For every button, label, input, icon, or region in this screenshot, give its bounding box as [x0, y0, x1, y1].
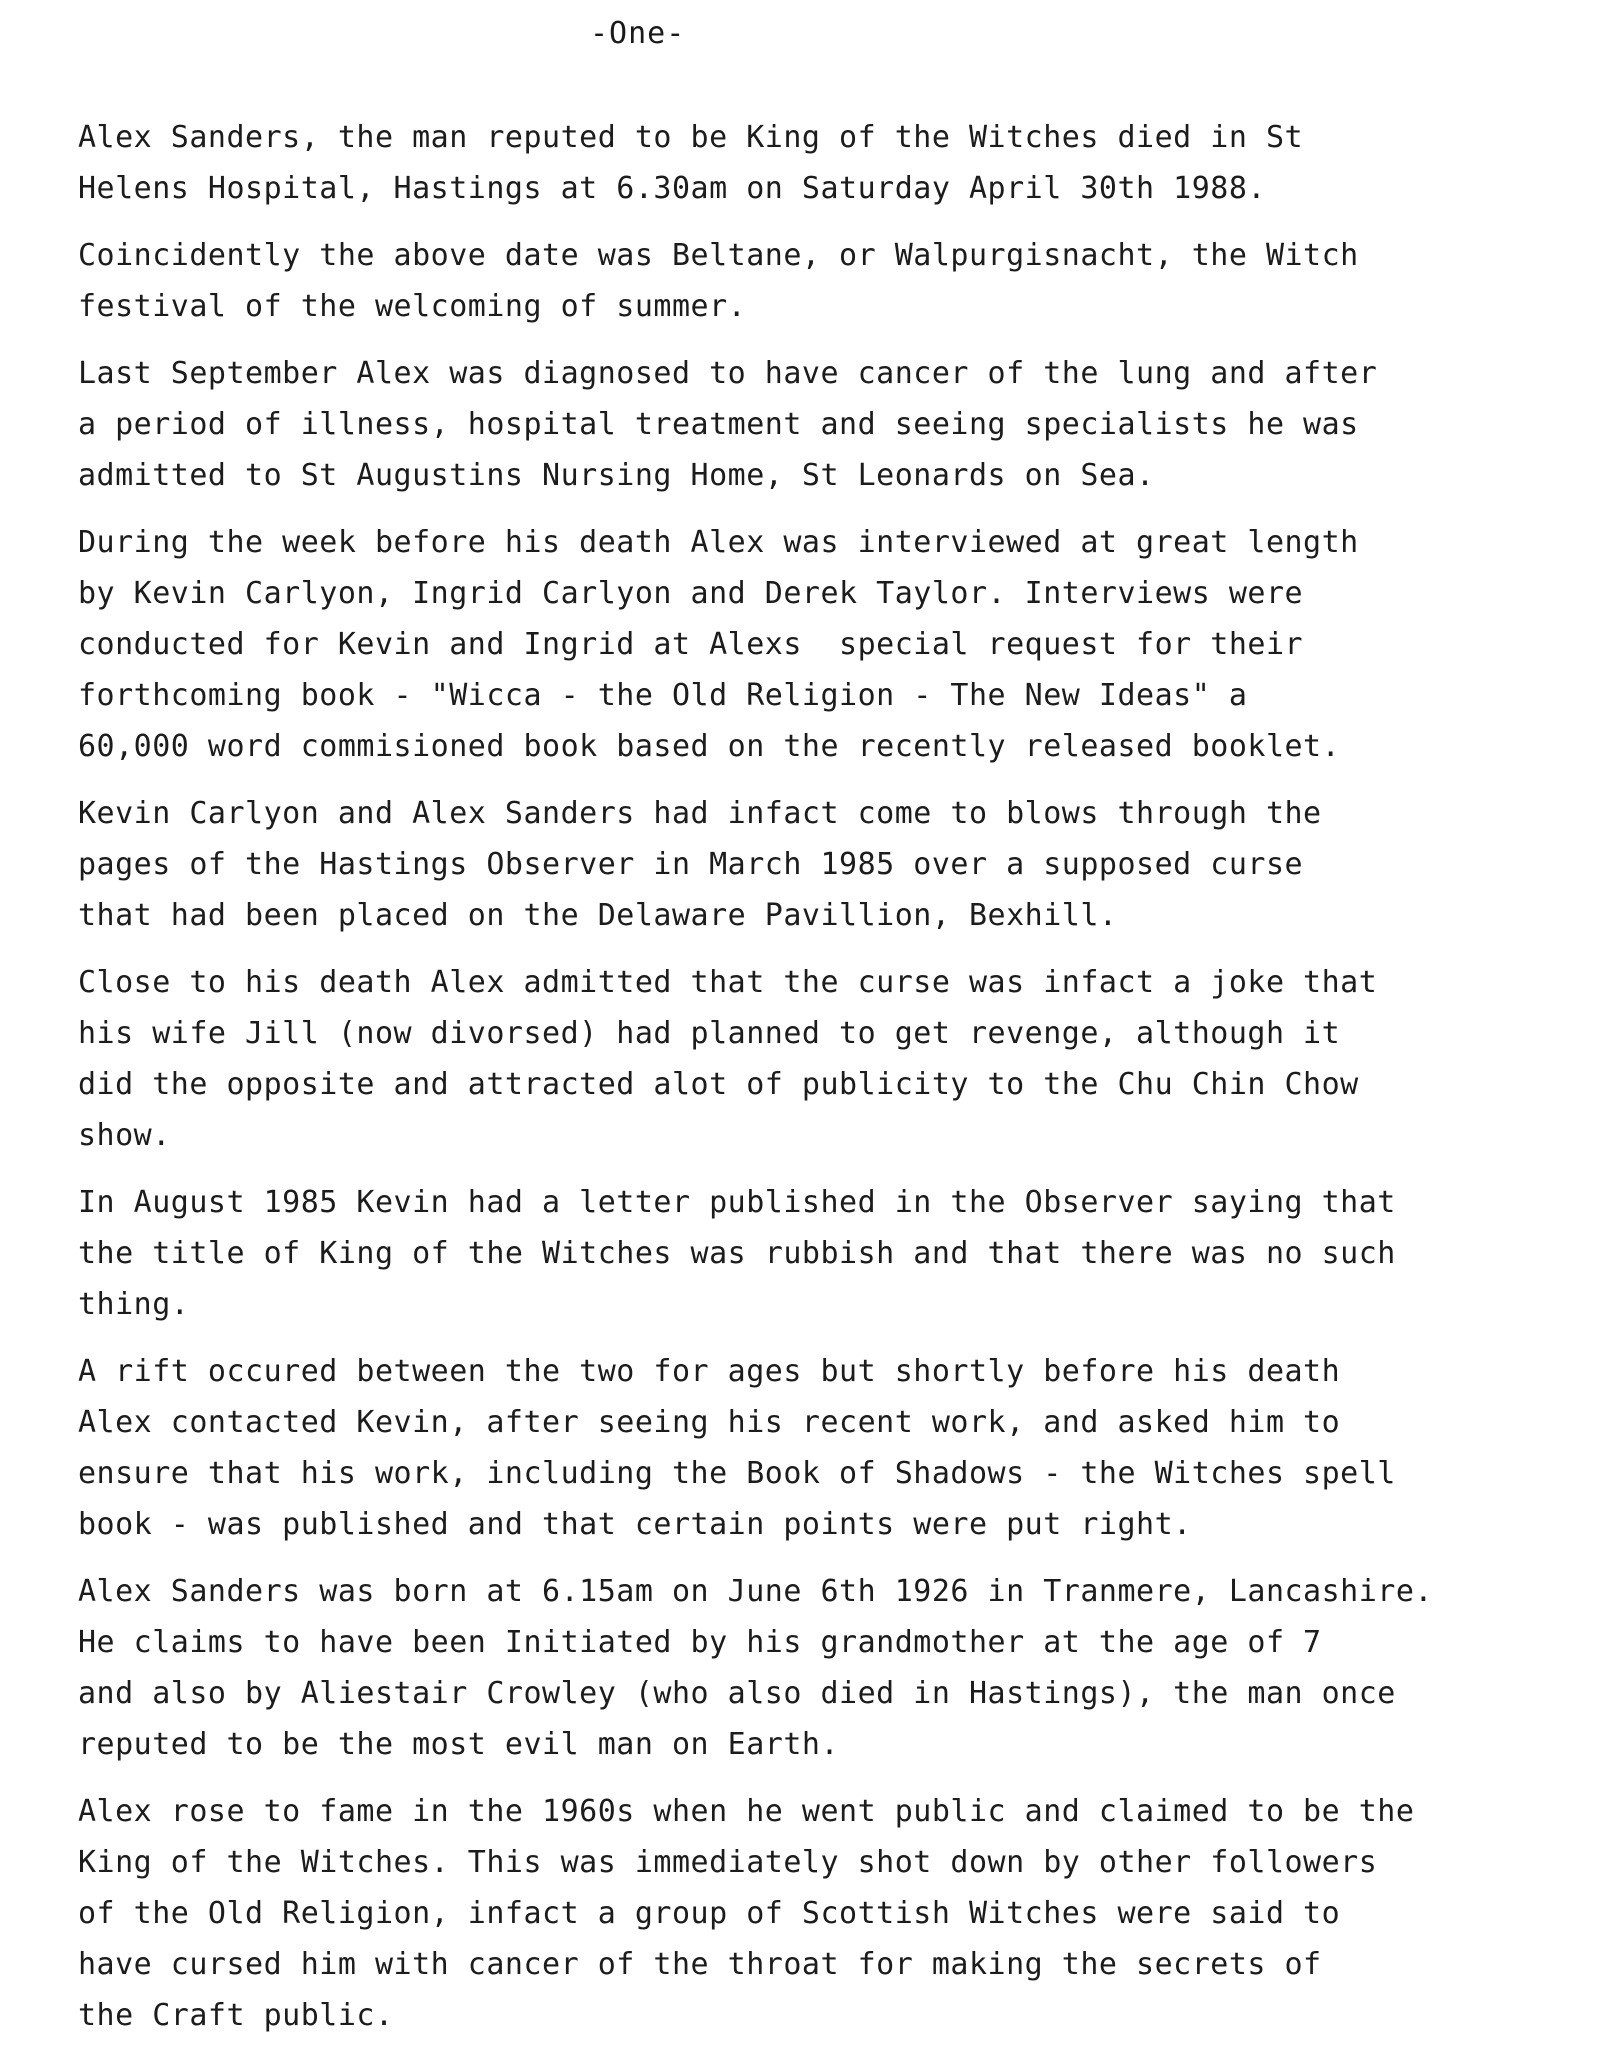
paragraph [78, 112, 1588, 214]
text-line: Alex contacted Kevin, after seeing his recent work, and asked him to [78, 1405, 1341, 1440]
text-line: Alex Sanders, the man reputed to be King of the Witches died in St [78, 120, 1304, 155]
text-line: of the Old Religion, infact a group of Scottish Witches were said to [78, 1896, 1341, 1931]
paragraph [78, 1786, 1588, 2041]
text-line: Alex Sanders was born at 6.15am on June 6th 1926 in Tranmere, Lancashire. [78, 1574, 1433, 1609]
paragraph [78, 1566, 1588, 1770]
text-line: ensure that his work, including the Book of Shadows - the Witches spell [78, 1456, 1396, 1491]
paragraph [78, 788, 1588, 941]
page-number: -One- [590, 16, 686, 51]
text-line: did the opposite and attracted alot of publicity to the Chu Chin Chow [78, 1067, 1359, 1102]
paragraph [78, 1346, 1588, 1550]
text-line: Coincidently the above date was Beltane, or Walpurgisnacht, the Witch [78, 238, 1359, 273]
text-line: Kevin Carlyon and Alex Sanders had infact come to blows through the [78, 796, 1322, 831]
text-line: Helens Hospital, Hastings at 6.30am on Saturday April 30th 1988. [78, 171, 1266, 206]
body-text [78, 112, 1588, 2057]
text-line: He claims to have been Initiated by his grandmother at the age of 7 [78, 1625, 1322, 1660]
text-line: thing. [78, 1287, 190, 1322]
text-line: that had been placed on the Delaware Pavillion, Bexhill. [78, 898, 1118, 933]
paragraph [78, 517, 1588, 772]
text-line: In August 1985 Kevin had a letter published in the Observer saying that [78, 1185, 1396, 1220]
paragraph [78, 230, 1588, 332]
text-line: festival of the welcoming of summer. [78, 289, 747, 324]
text-line: a period of illness, hospital treatment and seeing specialists he was [78, 407, 1359, 442]
text-line: admitted to St Augustins Nursing Home, St Leonards on Sea. [78, 458, 1155, 493]
text-line: book - was published and that certain points were put right. [78, 1507, 1192, 1542]
text-line: King of the Witches. This was immediately shot down by other followers [78, 1845, 1378, 1880]
text-line: A rift occured between the two for ages but shortly before his death [78, 1354, 1341, 1389]
text-line: pages of the Hastings Observer in March 1985 over a supposed curse [78, 847, 1304, 882]
text-line: 60,000 word commisioned book based on the recently released booklet. [78, 729, 1341, 764]
paragraph [78, 957, 1588, 1161]
paragraph [78, 1177, 1588, 1330]
text-line: During the week before his death Alex was interviewed at great length [78, 525, 1359, 560]
text-line: have cursed him with cancer of the throat for making the secrets of [78, 1947, 1322, 1982]
paragraph [78, 348, 1588, 501]
text-line: reputed to be the most evil man on Earth. [78, 1727, 840, 1762]
text-line: the title of King of the Witches was rubbish and that there was no such [78, 1236, 1396, 1271]
text-line: his wife Jill (now divorsed) had planned to get revenge, although it [78, 1016, 1341, 1051]
text-line: forthcoming book - "Wicca - the Old Religion - The New Ideas" a [78, 678, 1248, 713]
text-line: show. [78, 1118, 171, 1153]
text-line: by Kevin Carlyon, Ingrid Carlyon and Derek Taylor. Interviews were [78, 576, 1304, 611]
text-line: Alex rose to fame in the 1960s when he went public and claimed to be the [78, 1794, 1415, 1829]
text-line: and also by Aliestair Crowley (who also died in Hastings), the man once [78, 1676, 1396, 1711]
text-line: conducted for Kevin and Ingrid at Alexs special request for their [78, 627, 1304, 662]
text-line: Close to his death Alex admitted that the curse was infact a joke that [78, 965, 1378, 1000]
text-line: the Craft public. [78, 1998, 394, 2033]
text-line: Last September Alex was diagnosed to have cancer of the lung and after [78, 356, 1378, 391]
